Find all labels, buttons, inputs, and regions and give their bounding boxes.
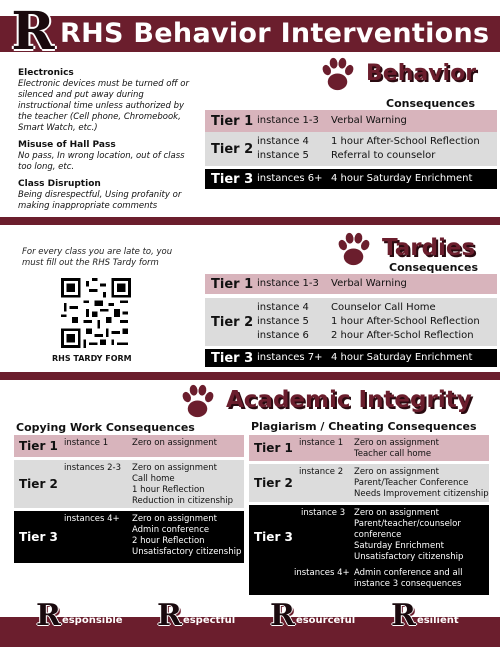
consequence-line: 2 hour After-Schol Reflection: [331, 330, 474, 341]
instance-cell: instances 2-3: [64, 463, 122, 473]
instance-cell: instance 1: [299, 438, 344, 448]
tier-label: Tier 2: [211, 141, 254, 157]
consequence-cell: Verbal Warning: [331, 278, 407, 289]
consequence-cell: [132, 511, 244, 563]
table-row: [205, 274, 497, 294]
consequence-cell: [132, 460, 244, 508]
consequence-line: Zero on assignment: [132, 438, 217, 448]
consequence-line: Parent/Teacher Conference: [354, 478, 469, 488]
tier-label: Tier 3: [19, 530, 58, 544]
behavior-item-body: Being disrespectful, Using profanity or making inappropriate comments: [18, 190, 182, 211]
consequence-cell: [354, 464, 489, 502]
qr-code-icon[interactable]: [61, 278, 131, 348]
table-row: [205, 169, 497, 189]
consequence-line: 1 hour Reflection: [132, 485, 205, 495]
consequence-line: conference: [354, 530, 402, 540]
footer-word: esponsible: [61, 615, 123, 626]
copying-title: Copying Work Consequences: [16, 421, 195, 434]
instance-line: instance 5: [257, 316, 309, 327]
behavior-descriptions: [18, 68, 193, 212]
footer-logo-letter: R: [36, 598, 61, 633]
table-row: [14, 435, 244, 457]
footer-value-resourceful: [270, 600, 355, 632]
behavior-item-heading: Class Disruption: [18, 179, 101, 189]
consequence-line: 1 hour After-School Reflection: [331, 316, 480, 327]
tier-label: Tier 3: [254, 530, 293, 544]
logo-letter: R: [11, 1, 55, 62]
tier-label: Tier 1: [19, 439, 58, 453]
tier-label: Tier 2: [254, 476, 293, 490]
consequence-cell: [354, 565, 489, 590]
instance-cell: [257, 135, 331, 163]
footer-word: esourceful: [295, 615, 356, 626]
behavior-item-body: Electronic devices must be turned off or silenced and put away during instructional time unless authorized by the teacher (Cell phone, Chromebook, Smart Watch, etc.): [18, 79, 189, 133]
instance-line: instance 6: [257, 330, 309, 341]
instance-cell: instance 1-3: [257, 115, 319, 126]
consequence-line: Zero on assignment: [354, 508, 439, 518]
tardies-title: Tardies: [382, 235, 476, 261]
instance-cell: instance 2: [299, 467, 344, 477]
behavior-tier-table: [205, 110, 497, 189]
tier-label: Tier 3: [211, 171, 254, 187]
footer-value-resilient: [391, 600, 459, 632]
consequence-line: Zero on assignment: [132, 514, 217, 524]
instance-cell: instance 1: [64, 438, 109, 448]
consequence-line: Zero on assignment: [354, 467, 439, 477]
behavior-title: Behavior: [366, 60, 477, 86]
tier-label: Tier 2: [211, 314, 254, 330]
consequence-line: Zero on assignment: [354, 438, 439, 448]
academic-section-title: [178, 381, 472, 419]
consequence-line: Unsatisfactory citizenship: [354, 552, 464, 562]
consequence-cell: [132, 435, 244, 457]
academic-title: Academic Integrity: [226, 387, 472, 413]
behavior-section-title: [318, 54, 476, 92]
footer-logo-letter: R: [157, 598, 182, 633]
consequence-cell: 4 hour Saturday Enrichment: [331, 352, 473, 363]
table-row: [14, 460, 244, 508]
instance-cell: instances 4+: [64, 514, 120, 524]
footer-logo-letter: R: [270, 598, 295, 633]
school-logo: [10, 1, 56, 62]
table-row: [249, 464, 489, 502]
consequence-line: 2 hour Reflection: [132, 536, 205, 546]
consequence-line: Unsatisfactory citizenship: [132, 547, 242, 557]
paw-icon: [334, 229, 374, 267]
table-row: [205, 298, 497, 346]
instance-cell: instances 7+: [257, 352, 323, 363]
plagiarism-tier-table: [249, 435, 489, 595]
table-row: [205, 132, 497, 166]
section-divider: [0, 372, 500, 380]
consequence-cell: [331, 301, 497, 343]
consequence-line: Admin conference and all: [354, 568, 463, 578]
instance-cell: [257, 301, 331, 343]
footer-logo-letter: R: [391, 598, 416, 633]
qr-label: RHS TARDY FORM: [52, 354, 132, 363]
behavior-consequences-label: Consequences: [386, 97, 475, 110]
copying-tier-table: [14, 435, 244, 563]
tier-label: Tier 1: [254, 441, 293, 455]
consequence-line: Admin conference: [132, 525, 210, 535]
consequence-line: Needs Improvement citizenship: [354, 489, 489, 499]
behavior-item-heading: Misuse of Hall Pass: [18, 140, 116, 150]
plagiarism-title: Plagiarism / Cheating Consequences: [251, 420, 477, 433]
section-divider: [0, 217, 500, 225]
instance-cell: instance 1-3: [257, 278, 319, 289]
instance-cell: instances 4+: [294, 568, 350, 578]
instance-line: instance 4: [257, 136, 309, 147]
tier-label: Tier 3: [211, 350, 254, 366]
table-row: [205, 110, 497, 132]
tier-3-content: [294, 505, 489, 595]
consequence-line: instance 3 consequences: [354, 579, 462, 589]
consequence-line: Referral to counselor: [331, 150, 436, 161]
page-title: RHS Behavior Interventions: [60, 18, 490, 49]
consequence-line: 1 hour After-School Reflection: [331, 136, 480, 147]
footer-value-responsible: [36, 600, 123, 632]
consequence-line: Saturday Enrichment: [354, 541, 444, 551]
paw-icon: [178, 381, 218, 419]
instance-cell: instance 3: [301, 508, 346, 518]
consequence-line: Call home: [132, 474, 175, 484]
tardy-instruction: For every class you are late to, you must fill out the RHS Tardy form: [22, 247, 173, 268]
tier-label: Tier 2: [19, 477, 58, 491]
consequence-line: Teacher call home: [354, 449, 432, 459]
footer-value-respectful: [157, 600, 235, 632]
tardies-consequences-label: Consequences: [389, 261, 478, 274]
header: [0, 0, 500, 62]
instance-cell: instances 6+: [257, 173, 323, 184]
table-row: [14, 511, 244, 563]
behavior-item-heading: Electronics: [18, 68, 74, 78]
consequence-line: Parent/teacher/counselor: [354, 519, 461, 529]
tier-label: Tier 1: [211, 113, 254, 129]
behavior-item-body: No pass, In wrong location, out of class too long, etc.: [18, 151, 185, 172]
table-row: [249, 435, 489, 461]
table-row: [205, 349, 497, 367]
tardies-tier-table: [205, 274, 497, 367]
consequence-line: Reduction in citizenship: [132, 496, 234, 506]
consequence-cell: [331, 135, 497, 163]
tier-label: Tier 1: [211, 276, 254, 292]
consequence-cell: [354, 505, 489, 563]
instance-line: instance 4: [257, 302, 309, 313]
consequence-line: Zero on assignment: [132, 463, 217, 473]
footer-word: esilient: [416, 615, 459, 626]
consequence-cell: [354, 435, 489, 461]
footer-word: espectful: [182, 615, 236, 626]
consequence-cell: Verbal Warning: [331, 115, 407, 126]
instance-line: instance 5: [257, 150, 309, 161]
consequence-cell: 4 hour Saturday Enrichment: [331, 173, 473, 184]
consequence-line: Counselor Call Home: [331, 302, 436, 313]
table-row: [249, 505, 489, 595]
paw-icon: [318, 54, 358, 92]
